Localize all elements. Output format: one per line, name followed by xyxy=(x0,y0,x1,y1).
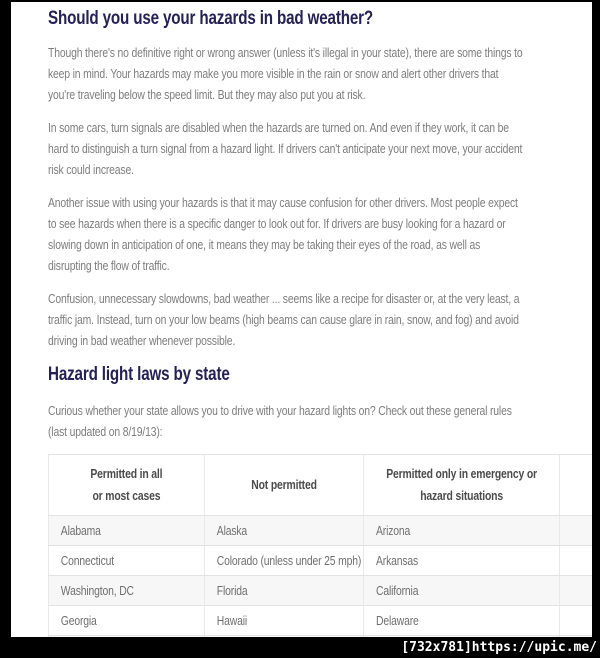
table-row xyxy=(48,606,592,636)
paragraph-line: driving in bad weather whenever possible. xyxy=(48,333,236,348)
table-cell: Colorado (unless under 25 mph) xyxy=(204,546,363,576)
paragraph xyxy=(48,288,592,351)
frame-border-right xyxy=(592,0,600,658)
section-heading: Hazard light laws by state xyxy=(48,364,230,385)
watermark-bar xyxy=(0,637,600,658)
table-row xyxy=(48,516,592,546)
paragraph xyxy=(48,117,592,180)
table-cell: Alaska xyxy=(204,516,363,546)
table-cell: Arizona xyxy=(364,516,560,546)
paragraph-line: Confusion, unnecessary slowdowns, bad weather ... seems like a recipe for disaster or, at the very least, a xyxy=(48,291,520,306)
table-header-cell: Permitted only in emergency or hazard situations xyxy=(364,455,560,516)
paragraph-line: you're traveling below the speed limit. But they may also put you at risk. xyxy=(48,87,366,102)
table-cell: Alabama xyxy=(48,516,204,546)
state-table-wrapper xyxy=(48,454,592,637)
table-cell-clipped xyxy=(560,516,592,546)
paragraph-line: In some cars, turn signals are disabled when the hazards are turned on. And even if they work, it can be xyxy=(48,120,509,135)
paragraph-line: (last updated on 8/19/13): xyxy=(48,424,163,439)
paragraph-line: traffic jam. Instead, turn on your low beams (high beams can cause glare in rain, snow, and fog) and avoid xyxy=(48,312,519,327)
table-header-cell: Not permitted xyxy=(204,455,363,516)
table-cell: California xyxy=(364,576,560,606)
table-cell: Hawaii xyxy=(204,606,363,636)
table-header-cell-clipped xyxy=(560,455,592,516)
table-cell-clipped xyxy=(560,546,592,576)
table-intro xyxy=(48,400,592,442)
watermark-text: [732x781]https://upic.me/ xyxy=(401,640,597,655)
paragraph-line: keep in mind. Your hazards may make you more visible in the rain or snow and alert other drivers that xyxy=(48,66,499,81)
paragraph-line: Curious whether your state allows you to drive with your hazard lights on? Check out these general rules xyxy=(48,403,512,418)
paragraph xyxy=(48,400,592,442)
paragraph-line: to see hazards when there is a specific danger to look out for. If drivers are busy looking for a hazard or xyxy=(48,216,506,231)
state-table xyxy=(48,454,592,637)
paragraph xyxy=(48,42,592,105)
table-cell: Connecticut xyxy=(48,546,204,576)
table-cell-clipped xyxy=(560,576,592,606)
paragraph-line: risk could increase. xyxy=(48,162,134,177)
table-cell: Delaware xyxy=(364,606,560,636)
table-cell: Washington, DC xyxy=(48,576,204,606)
table-cell: Florida xyxy=(204,576,363,606)
table-cell: Georgia xyxy=(48,606,204,636)
paragraph xyxy=(48,192,592,276)
paragraph-line: Another issue with using your hazards is that it may cause confusion for other drivers. Most people expect xyxy=(48,195,518,210)
table-row xyxy=(48,576,592,606)
paragraph-line: hard to distinguish a turn signal from a hazard light. If drivers can't anticipate your next move, your accident xyxy=(48,141,523,156)
table-header-cell: Permitted in all or most cases xyxy=(48,455,204,516)
frame-border-top xyxy=(0,0,600,2)
table-row xyxy=(48,546,592,576)
paragraph-line: disrupting the flow of traffic. xyxy=(48,258,170,273)
table-cell-clipped xyxy=(560,606,592,636)
article-heading: Should you use your hazards in bad weather? xyxy=(48,8,374,29)
article-paragraphs xyxy=(48,42,592,351)
article-content xyxy=(48,7,592,637)
paragraph-line: Though there's no definitive right or wrong answer (unless it's illegal in your state), there are some things to xyxy=(48,45,523,60)
frame-border-left xyxy=(0,0,11,658)
paragraph-line: slowing down in anticipation of one, it means they may be taking their eyes of the road, as well as xyxy=(48,237,481,252)
table-cell: Arkansas xyxy=(364,546,560,576)
